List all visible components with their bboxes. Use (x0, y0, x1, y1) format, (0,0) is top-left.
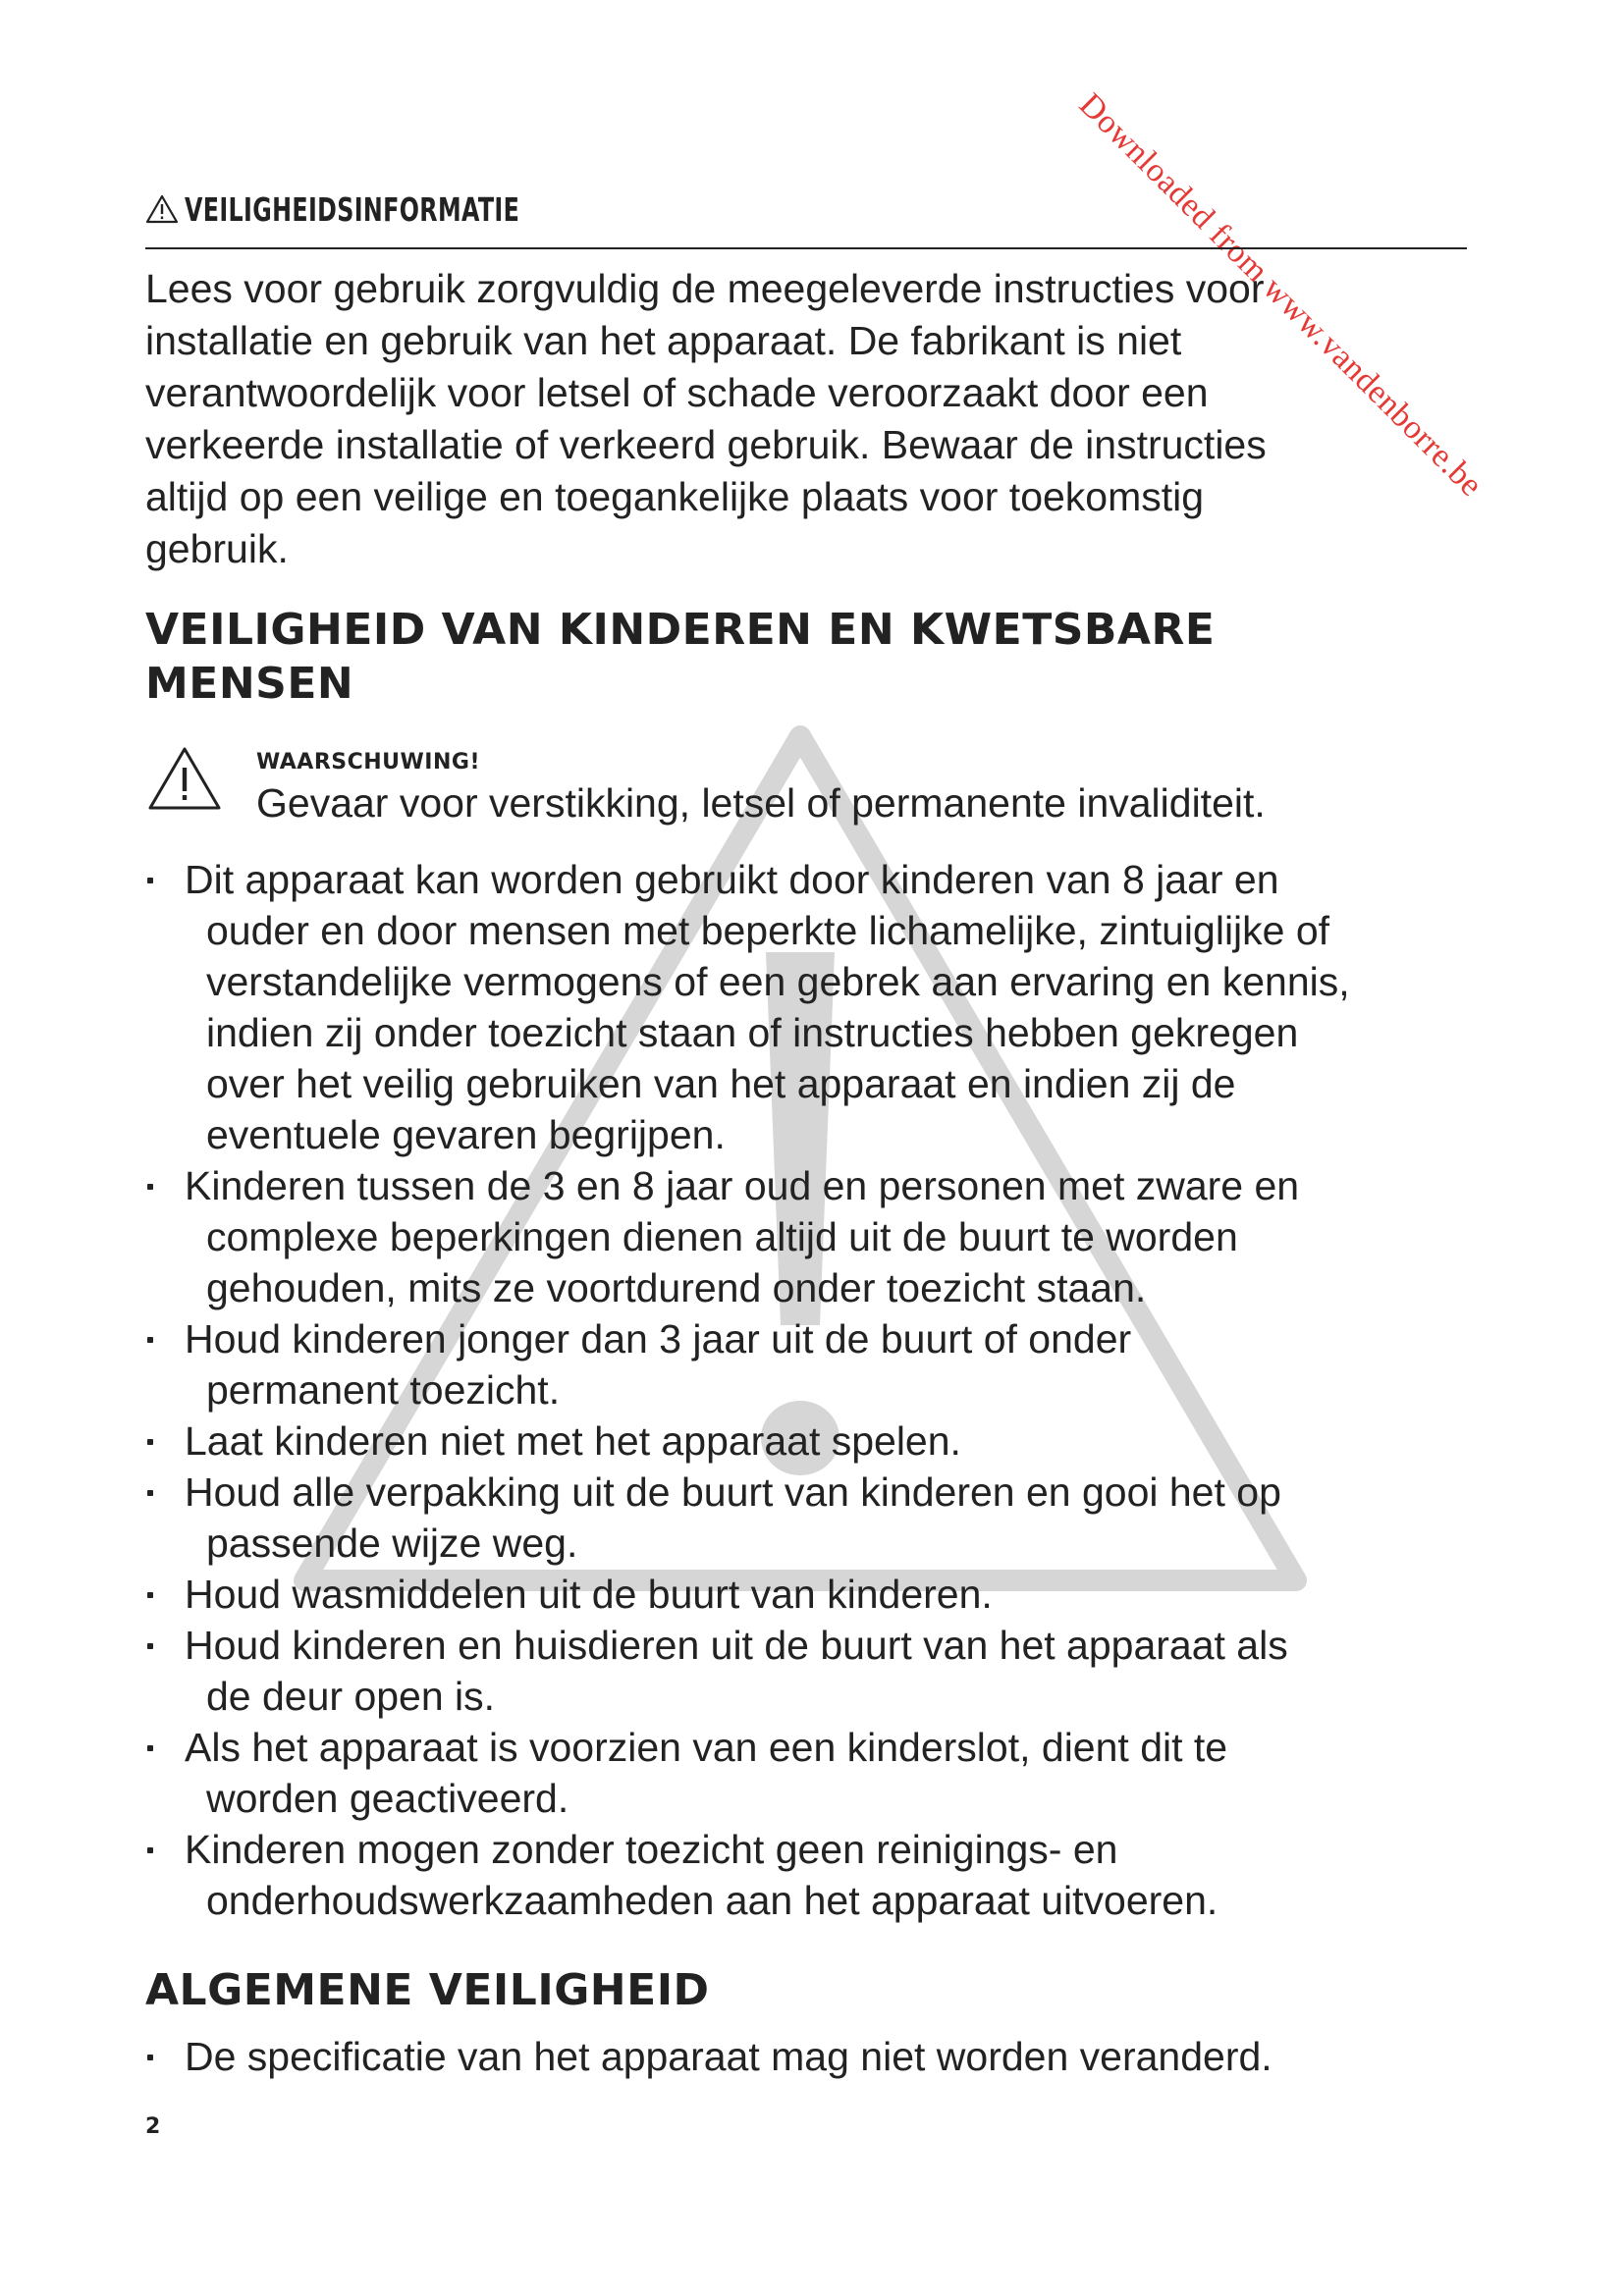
bullet-icon (147, 1184, 153, 1190)
bullet-icon (147, 2055, 153, 2060)
list-item-line: passende wijze weg. (206, 1521, 578, 1566)
page-number: 2 (145, 2114, 161, 2139)
heading-line: VEILIGHEID VAN KINDEREN EN KWETSBARE (145, 605, 1216, 655)
intro-line: verantwoordelijk voor letsel of schade veroorzaakt door een (145, 370, 1209, 415)
list-item (145, 1824, 1500, 1926)
warning-triangle-icon (147, 746, 222, 811)
list-item (145, 1160, 1500, 1313)
list-item-line: complexe beperkingen dienen altijd uit de buurt te worden (206, 1214, 1238, 1259)
warning-label: WAARSCHUWING! (256, 750, 480, 774)
bullet-icon (147, 878, 153, 883)
list-item-line: worden geactiveerd. (206, 1776, 569, 1821)
general-safety-list (145, 2031, 1500, 2082)
list-item (145, 1415, 1500, 1467)
list-item (145, 1569, 1500, 1620)
warning-text: Gevaar voor verstikking, letsel of permanente invaliditeit. (256, 780, 1266, 826)
list-item-line: Kinderen mogen zonder toezicht geen reinigings- en (185, 1827, 1118, 1872)
general-safety-heading: ALGEMENE VEILIGHEID (145, 1965, 710, 2015)
list-item (145, 1467, 1500, 1569)
list-item-line: onderhoudswerkzaamheden aan het apparaat uitvoeren. (206, 1878, 1218, 1923)
list-item-line: ouder en door mensen met beperkte lichamelijke, zintuiglijke of (206, 908, 1330, 953)
page-title: VEILIGHEIDSINFORMATIE (185, 190, 520, 229)
list-item-line: indien zij onder toezicht staan of instructies hebben gekregen (206, 1010, 1299, 1055)
bullet-icon (147, 1745, 153, 1751)
list-item (145, 1313, 1500, 1415)
section-header (145, 187, 1467, 249)
intro-line: installatie en gebruik van het apparaat. De fabrikant is niet (145, 318, 1182, 363)
warning-triangle-icon (145, 194, 179, 224)
list-item (145, 2031, 1500, 2082)
bullet-icon (147, 1490, 153, 1496)
intro-line: altijd op een veilige en toegankelijke plaats voor toekomstig (145, 474, 1205, 519)
list-item-line: Houd alle verpakking uit de buurt van kinderen en gooi het op (185, 1469, 1281, 1515)
list-item-line: Houd kinderen en huisdieren uit de buurt van het apparaat als (185, 1623, 1288, 1668)
list-item-line: Houd wasmiddelen uit de buurt van kinderen. (185, 1572, 993, 1617)
list-item (145, 854, 1500, 1160)
list-item-line: eventuele gevaren begrijpen. (206, 1112, 726, 1157)
bullet-icon (147, 1847, 153, 1853)
heading-line: MENSEN (145, 659, 354, 709)
list-item (145, 1722, 1500, 1824)
intro-line: gebruik. (145, 526, 289, 571)
list-item-line: Kinderen tussen de 3 en 8 jaar oud en personen met zware en (185, 1163, 1300, 1208)
list-item-line: Als het apparaat is voorzien van een kinderslot, dient dit te (185, 1725, 1228, 1770)
list-item-line: gehouden, mits ze voortdurend onder toezicht staan. (206, 1265, 1147, 1310)
bullet-icon (147, 1439, 153, 1445)
list-item-line: De specificatie van het apparaat mag niet worden veranderd. (185, 2034, 1272, 2079)
list-item-line: over het veilig gebruiken van het apparaat en indien zij de (206, 1061, 1236, 1106)
intro-line: Lees voor gebruik zorgvuldig de meegeleverde instructies voor (145, 266, 1265, 311)
bullet-icon (147, 1643, 153, 1649)
list-item-line: Laat kinderen niet met het apparaat spelen. (185, 1418, 961, 1464)
intro-paragraph (145, 263, 1422, 575)
list-item-line: verstandelijke vermogens of een gebrek aan ervaring en kennis, (206, 959, 1350, 1004)
list-item-line: Houd kinderen jonger dan 3 jaar uit de buurt of onder (185, 1316, 1132, 1362)
list-item (145, 1620, 1500, 1722)
children-safety-list (145, 854, 1500, 1926)
bullet-icon (147, 1592, 153, 1598)
list-item-line: de deur open is. (206, 1674, 496, 1719)
list-item-line: Dit apparaat kan worden gebruikt door kinderen van 8 jaar en (185, 857, 1279, 902)
intro-line: verkeerde installatie of verkeerd gebruik. Bewaar de instructies (145, 422, 1267, 467)
children-safety-heading (145, 603, 1215, 711)
list-item-line: permanent toezicht. (206, 1367, 561, 1413)
bullet-icon (147, 1337, 153, 1343)
download-watermark: Downloaded from www.vandenborre.be (1071, 86, 1490, 505)
